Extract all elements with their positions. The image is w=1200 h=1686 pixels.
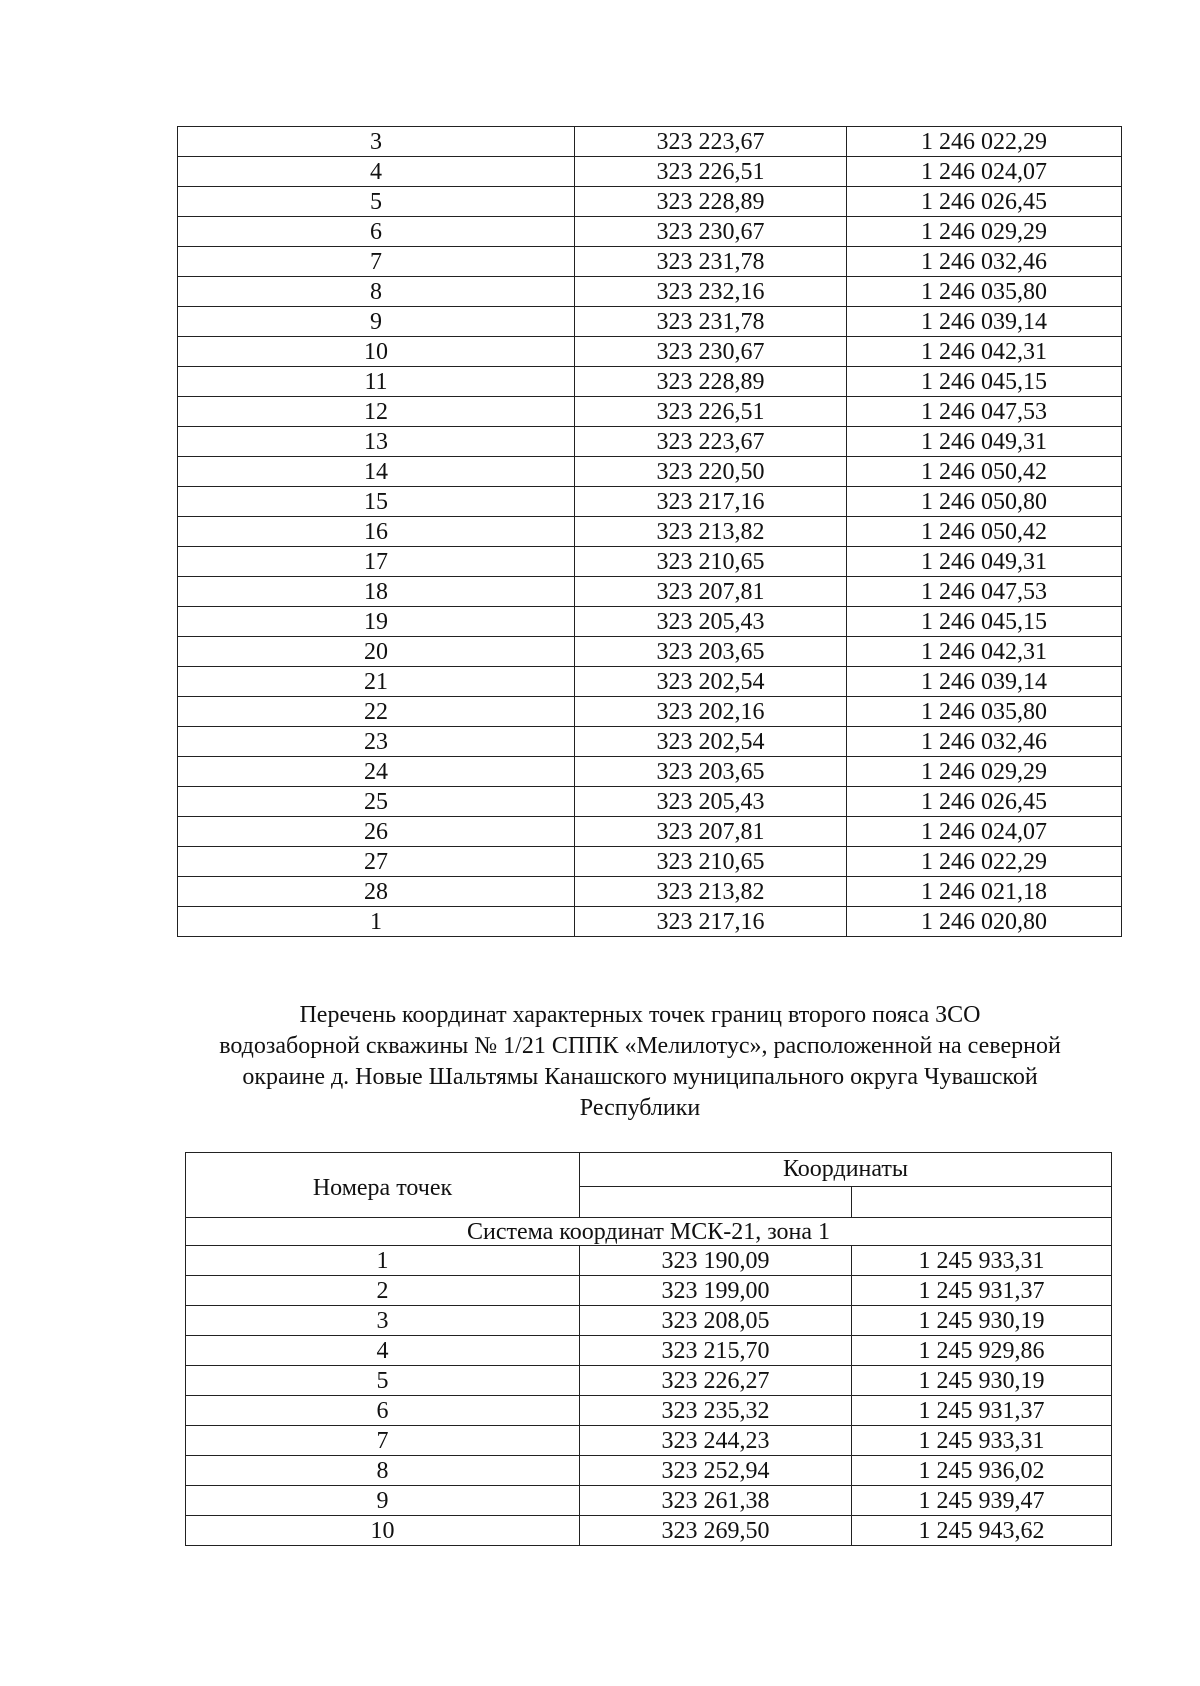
table-row xyxy=(178,637,1122,667)
x-coordinate-cell: 323 210,65 xyxy=(575,847,847,877)
table-row xyxy=(178,307,1122,337)
table-row xyxy=(178,487,1122,517)
x-coordinate-cell: 323 210,65 xyxy=(575,547,847,577)
point-number-cell: 21 xyxy=(178,667,575,697)
coordinates-table-continued xyxy=(177,126,1122,937)
table-row xyxy=(178,847,1122,877)
x-coordinate-cell: 323 207,81 xyxy=(575,817,847,847)
x-coordinate-cell: 323 217,16 xyxy=(575,487,847,517)
header-point-numbers: Номера точек xyxy=(186,1153,580,1218)
point-number-cell: 19 xyxy=(178,607,575,637)
point-number-cell: 11 xyxy=(178,367,575,397)
point-number-cell: 5 xyxy=(186,1366,580,1396)
table-row xyxy=(178,877,1122,907)
table-row xyxy=(178,367,1122,397)
y-coordinate-cell: 1 246 032,46 xyxy=(847,247,1122,277)
heading-line: водозаборной скважины № 1/21 СППК «Мелилотус», расположенной на северной xyxy=(219,1033,1061,1059)
x-coordinate-cell: 323 220,50 xyxy=(575,457,847,487)
heading-line: Республики xyxy=(579,1095,701,1121)
y-coordinate-cell: 1 245 931,37 xyxy=(852,1396,1112,1426)
table-row xyxy=(178,667,1122,697)
table-row xyxy=(186,1486,1112,1516)
header-y-cell xyxy=(852,1186,1112,1217)
x-coordinate-cell: 323 228,89 xyxy=(575,187,847,217)
heading-line: Перечень координат характерных точек границ второго пояса ЗСО xyxy=(299,1002,981,1028)
table-row xyxy=(186,1366,1112,1396)
x-coordinate-cell: 323 199,00 xyxy=(580,1276,852,1306)
point-number-cell: 20 xyxy=(178,637,575,667)
table-row xyxy=(186,1306,1112,1336)
point-number-cell: 2 xyxy=(186,1276,580,1306)
table-header xyxy=(186,1153,1112,1246)
y-coordinate-cell: 1 246 024,07 xyxy=(847,817,1122,847)
point-number-cell: 7 xyxy=(186,1426,580,1456)
header-coordinates: Координаты xyxy=(580,1153,1112,1187)
x-coordinate-cell: 323 202,54 xyxy=(575,727,847,757)
y-coordinate-cell: 1 246 039,14 xyxy=(847,667,1122,697)
point-number-cell: 26 xyxy=(178,817,575,847)
point-number-cell: 15 xyxy=(178,487,575,517)
x-coordinate-cell: 323 226,51 xyxy=(575,157,847,187)
x-coordinate-cell: 323 223,67 xyxy=(575,127,847,157)
y-coordinate-cell: 1 246 029,29 xyxy=(847,757,1122,787)
x-coordinate-cell: 323 226,51 xyxy=(575,397,847,427)
point-number-cell: 6 xyxy=(178,217,575,247)
table-row xyxy=(178,757,1122,787)
point-number-cell: 10 xyxy=(178,337,575,367)
point-number-cell: 24 xyxy=(178,757,575,787)
x-coordinate-cell: 323 244,23 xyxy=(580,1426,852,1456)
y-coordinate-cell: 1 246 047,53 xyxy=(847,397,1122,427)
table-row xyxy=(178,427,1122,457)
y-coordinate-cell: 1 246 050,80 xyxy=(847,487,1122,517)
point-number-cell: 4 xyxy=(186,1336,580,1366)
y-coordinate-cell: 1 246 045,15 xyxy=(847,367,1122,397)
point-number-cell: 9 xyxy=(178,307,575,337)
point-number-cell: 7 xyxy=(178,247,575,277)
x-coordinate-cell: 323 203,65 xyxy=(575,637,847,667)
y-coordinate-cell: 1 246 050,42 xyxy=(847,517,1122,547)
table-row xyxy=(178,787,1122,817)
x-coordinate-cell: 323 215,70 xyxy=(580,1336,852,1366)
x-coordinate-cell: 323 228,89 xyxy=(575,367,847,397)
section-heading xyxy=(160,1000,1120,1124)
point-number-cell: 16 xyxy=(178,517,575,547)
point-number-cell: 18 xyxy=(178,577,575,607)
point-number-cell: 13 xyxy=(178,427,575,457)
y-coordinate-cell: 1 246 039,14 xyxy=(847,307,1122,337)
table-row xyxy=(178,727,1122,757)
point-number-cell: 8 xyxy=(186,1456,580,1486)
x-coordinate-cell: 323 226,27 xyxy=(580,1366,852,1396)
y-coordinate-cell: 1 246 042,31 xyxy=(847,637,1122,667)
point-number-cell: 27 xyxy=(178,847,575,877)
point-number-cell: 3 xyxy=(186,1306,580,1336)
x-coordinate-cell: 323 223,67 xyxy=(575,427,847,457)
table-row xyxy=(186,1456,1112,1486)
y-coordinate-cell: 1 246 035,80 xyxy=(847,697,1122,727)
y-coordinate-cell: 1 246 026,45 xyxy=(847,187,1122,217)
x-coordinate-cell: 323 213,82 xyxy=(575,877,847,907)
y-coordinate-cell: 1 246 024,07 xyxy=(847,157,1122,187)
x-coordinate-cell: 323 269,50 xyxy=(580,1516,852,1546)
y-coordinate-cell: 1 246 035,80 xyxy=(847,277,1122,307)
point-number-cell: 9 xyxy=(186,1486,580,1516)
point-number-cell: 1 xyxy=(186,1246,580,1276)
table-row xyxy=(178,397,1122,427)
y-coordinate-cell: 1 245 931,37 xyxy=(852,1276,1112,1306)
y-coordinate-cell: 1 246 049,31 xyxy=(847,427,1122,457)
x-coordinate-cell: 323 231,78 xyxy=(575,247,847,277)
table-row xyxy=(178,697,1122,727)
y-coordinate-cell: 1 245 936,02 xyxy=(852,1456,1112,1486)
table-row xyxy=(178,817,1122,847)
point-number-cell: 10 xyxy=(186,1516,580,1546)
x-coordinate-cell: 323 252,94 xyxy=(580,1456,852,1486)
point-number-cell: 28 xyxy=(178,877,575,907)
point-number-cell: 3 xyxy=(178,127,575,157)
x-coordinate-cell: 323 261,38 xyxy=(580,1486,852,1516)
y-coordinate-cell: 1 245 933,31 xyxy=(852,1426,1112,1456)
point-number-cell: 12 xyxy=(178,397,575,427)
coordinate-system-row xyxy=(186,1218,1112,1246)
x-coordinate-cell: 323 230,67 xyxy=(575,337,847,367)
header-row xyxy=(186,1153,1112,1187)
heading-line: окраине д. Новые Шальтямы Канашского муниципального округа Чувашской xyxy=(242,1064,1038,1090)
point-number-cell: 14 xyxy=(178,457,575,487)
y-coordinate-cell: 1 245 943,62 xyxy=(852,1516,1112,1546)
y-coordinate-cell: 1 246 022,29 xyxy=(847,847,1122,877)
point-number-cell: 4 xyxy=(178,157,575,187)
x-coordinate-cell: 323 202,16 xyxy=(575,697,847,727)
second-zone-coordinates-table xyxy=(185,1152,1112,1546)
y-coordinate-cell: 1 246 022,29 xyxy=(847,127,1122,157)
x-coordinate-cell: 323 213,82 xyxy=(575,517,847,547)
coordinate-system-label: Система координат МСК-21, зона 1 xyxy=(186,1218,1112,1246)
y-coordinate-cell: 1 246 050,42 xyxy=(847,457,1122,487)
x-coordinate-cell: 323 235,32 xyxy=(580,1396,852,1426)
point-number-cell: 22 xyxy=(178,697,575,727)
table-row xyxy=(186,1426,1112,1456)
table-row xyxy=(186,1246,1112,1276)
point-number-cell: 1 xyxy=(178,907,575,937)
table-row xyxy=(178,217,1122,247)
point-number-cell: 6 xyxy=(186,1396,580,1426)
y-coordinate-cell: 1 246 020,80 xyxy=(847,907,1122,937)
x-coordinate-cell: 323 230,67 xyxy=(575,217,847,247)
x-coordinate-cell: 323 203,65 xyxy=(575,757,847,787)
table-row xyxy=(186,1336,1112,1366)
table-row xyxy=(178,457,1122,487)
point-number-cell: 25 xyxy=(178,787,575,817)
y-coordinate-cell: 1 246 049,31 xyxy=(847,547,1122,577)
y-coordinate-cell: 1 246 029,29 xyxy=(847,217,1122,247)
coordinates-table-body xyxy=(186,1246,1112,1546)
x-coordinate-cell: 323 217,16 xyxy=(575,907,847,937)
table-row xyxy=(178,547,1122,577)
x-coordinate-cell: 323 231,78 xyxy=(575,307,847,337)
x-coordinate-cell: 323 232,16 xyxy=(575,277,847,307)
table-row xyxy=(178,127,1122,157)
x-coordinate-cell: 323 202,54 xyxy=(575,667,847,697)
table-row xyxy=(178,277,1122,307)
table-row xyxy=(178,907,1122,937)
y-coordinate-cell: 1 246 021,18 xyxy=(847,877,1122,907)
x-coordinate-cell: 323 205,43 xyxy=(575,607,847,637)
y-coordinate-cell: 1 245 930,19 xyxy=(852,1306,1112,1336)
y-coordinate-cell: 1 246 042,31 xyxy=(847,337,1122,367)
y-coordinate-cell: 1 245 939,47 xyxy=(852,1486,1112,1516)
table-row xyxy=(178,607,1122,637)
x-coordinate-cell: 323 205,43 xyxy=(575,787,847,817)
table-row xyxy=(178,187,1122,217)
table-row xyxy=(178,517,1122,547)
point-number-cell: 5 xyxy=(178,187,575,217)
x-coordinate-cell: 323 190,09 xyxy=(580,1246,852,1276)
table-row xyxy=(186,1276,1112,1306)
point-number-cell: 23 xyxy=(178,727,575,757)
coordinates-table-body xyxy=(178,127,1122,937)
y-coordinate-cell: 1 245 933,31 xyxy=(852,1246,1112,1276)
table-row xyxy=(178,577,1122,607)
y-coordinate-cell: 1 245 929,86 xyxy=(852,1336,1112,1366)
header-x-cell xyxy=(580,1186,852,1217)
point-number-cell: 17 xyxy=(178,547,575,577)
table-row xyxy=(186,1396,1112,1426)
point-number-cell: 8 xyxy=(178,277,575,307)
x-coordinate-cell: 323 208,05 xyxy=(580,1306,852,1336)
y-coordinate-cell: 1 246 045,15 xyxy=(847,607,1122,637)
table-row xyxy=(178,337,1122,367)
x-coordinate-cell: 323 207,81 xyxy=(575,577,847,607)
y-coordinate-cell: 1 246 047,53 xyxy=(847,577,1122,607)
table-row xyxy=(178,247,1122,277)
table-row xyxy=(178,157,1122,187)
table-row xyxy=(186,1516,1112,1546)
y-coordinate-cell: 1 245 930,19 xyxy=(852,1366,1112,1396)
y-coordinate-cell: 1 246 032,46 xyxy=(847,727,1122,757)
y-coordinate-cell: 1 246 026,45 xyxy=(847,787,1122,817)
